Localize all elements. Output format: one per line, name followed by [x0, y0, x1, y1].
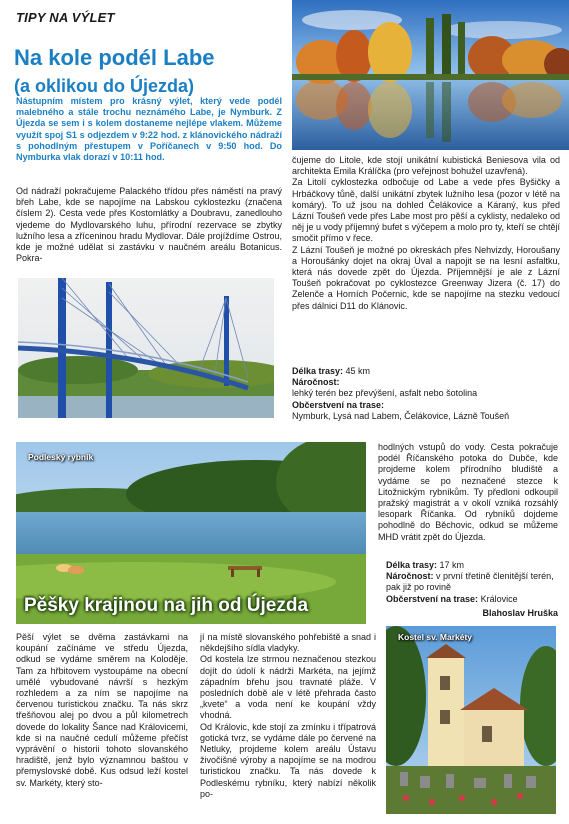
refreshment-label: Občerstvení na trase: [292, 399, 385, 410]
refreshment-label: Občerstvení na trase: [386, 593, 479, 604]
article1-title: Na kole podél Labe [14, 45, 215, 70]
article1-lead: Nástupním místem pro krásný výlet, který vede podél malebného a stále trochu neznámého Labe, je Nymburk. Z Újezda se sem i s kolem dostaneme nejlépe vlakem. Můžeme využít spoj S1 s odjezdem v 9:22 hod. z klánovického nádraží s pohodlným přestupem v Poříčanech v 9:50 hod. Do Nymburka vlak dorazí v 10:11 hod. [16, 96, 282, 163]
difficulty-value: lehký terén bez převýšení, asfalt nebo šotolina [292, 388, 478, 399]
author-name: Blahoslav Hruška [482, 608, 558, 618]
refreshment-value: Královice [480, 593, 518, 604]
church-photo [386, 626, 556, 814]
article1-subtitle: (a oklikou do Újezda) [14, 76, 195, 96]
river-reflection-photo [292, 0, 569, 150]
article2-paragraph: jí na místě slovanského pohřebiště a snad i někdejšího sídla vladyky. [200, 632, 376, 654]
church-photo-caption: Kostel sv. Markéty [398, 632, 473, 642]
article1-paragraph: Z Lázní Toušeň je možné po okreskách přes Nehvizdy, Horoušany a Horoušánky dojet na okraj Úval a napojit se na lesní asfaltku, která nás dovede zpět do Újezda. Příjemnější je ale z Lázní Toušeň pokračovat po cyklostezce Greenway Jizera (č. 17) do Zelenče a Horních Počernic, kde se napojíme na stezku vedoucí přes dálnici D11 do Klánovic. [292, 244, 560, 311]
difficulty-label: Náročnost: [292, 377, 340, 388]
refreshment-value: Nymburk, Lysá nad Labem, Čelákovice, Lázně Toušeň [292, 410, 510, 421]
article1-paragraph: čujeme do Litole, kde stojí unikátní kubistická Beniesova vila od architekta Emila Králíčka (pro veřejnost bohužel uzavřená). [292, 155, 560, 177]
difficulty-label: Náročnost: [386, 571, 434, 582]
section-tag: TIPY NA VÝLET [16, 10, 115, 25]
article2-title: Pěšky krajinou na jih od Újezda [24, 595, 309, 616]
article2-paragraph: Od Královic, kde stojí za zmínku i třípatrová gotická tvrz, se vydáme dále po červené na Netluky, projdeme kolem areálu Ústavu živočišné výroby a napojíme se na modrou turistickou značku. Ta nás dovede k Podleskému rybníku, který nabízí několik po- [200, 721, 376, 799]
length-label: Délka trasy: [386, 560, 438, 570]
difficulty-value: v první třetině členitější terén, pak již po rovině [386, 571, 554, 593]
article2-right-column: hodlných vstupů do vody. Cesta pokračuje podél Říčanského potoka do Dubče, kde projdeme kolem přírodního bludiště a vydáme se po neznačené stezce k Litožnickým rybníkům. Ty předloni odkoupil pražský magistrát a v okolí vzniká rozsáhlý lesopark Říčanka. Od rybníků dojdeme pohodlně do Běchovic, odkud se můžeme MHD vrátit zpět do Újezda. [378, 442, 558, 542]
article2-column2 [200, 632, 376, 800]
length-value: 45 km [345, 366, 371, 376]
article2-column1: Pěší výlet se dvěma zastávkami na koupání začínáme ve středu Újezda, odkud se vydáme směrem na Koloděje. Tam za hřbitovem vystoupáme na obecní umělé vybudované návrší s hezkým rozhledem a za ním se napojíme na červenou turistickou značku. Ta nás skrz třešňovou alej po dvou a půl kilometrech dovede do lokality Šance nad Královicemi, kde si na naučné cedulí můžeme přečíst vyprávění o historii tohoto slovanského hradiště, jenž bylo významnou baštou v přemyslovské době. Kus odsud leží kostel sv. Markéty, který sto- [16, 632, 188, 788]
article1-column2 [292, 155, 560, 312]
article1-trail-info [292, 366, 560, 422]
bridge-photo [18, 278, 274, 418]
article2-paragraph: Od kostela lze strmou neznačenou stezkou dojít do údolí k nádrži Markéta, na jejímž západním břehu jsou travnaté pláže. V posledních době ale v létě přehrada často „kvete“ a voda není ke koupání vždy vhodná. [200, 654, 376, 721]
article1-column1: Od nádraží pokračujeme Palackého třídou přes náměstí na pravý břeh Labe, kde se napojíme na Labskou cyklostezku (značena číslem 2). Cesta vede přes Kostomlátky a Doubravu, zanedlouho vjedeme do Mydlovarského luhu, přírodní rezervace se zbytky lužního lesa a zříceninou hradu Mydlovar. Dále projíždíme Ostrou, kde je možné udělat si zastávku v naučném areálu Botanicus. Pokra- [16, 186, 282, 264]
article1-paragraph: Za Litolí cyklostezka odbočuje od Labe a vede přes Byšičky a Hrbáčkovy tůně, další unikátní zbytek lužního lesa (pozor v létě na komáry). To už jsou na dohled Čelákovice a Káraný, kus před Lázní Toušeň vede přes Labe most pro pěší a cyklisty, nedaleko od něj je u vody příjemný bufet s výčepem a molo pro ty, kteří se chtějí smočit přímo v řece. [292, 177, 560, 244]
pond-photo-caption: Podleský rybník [28, 452, 94, 462]
article2-trail-info [386, 560, 560, 605]
length-value: 17 km [439, 560, 465, 570]
length-label: Délka trasy: [292, 366, 344, 376]
